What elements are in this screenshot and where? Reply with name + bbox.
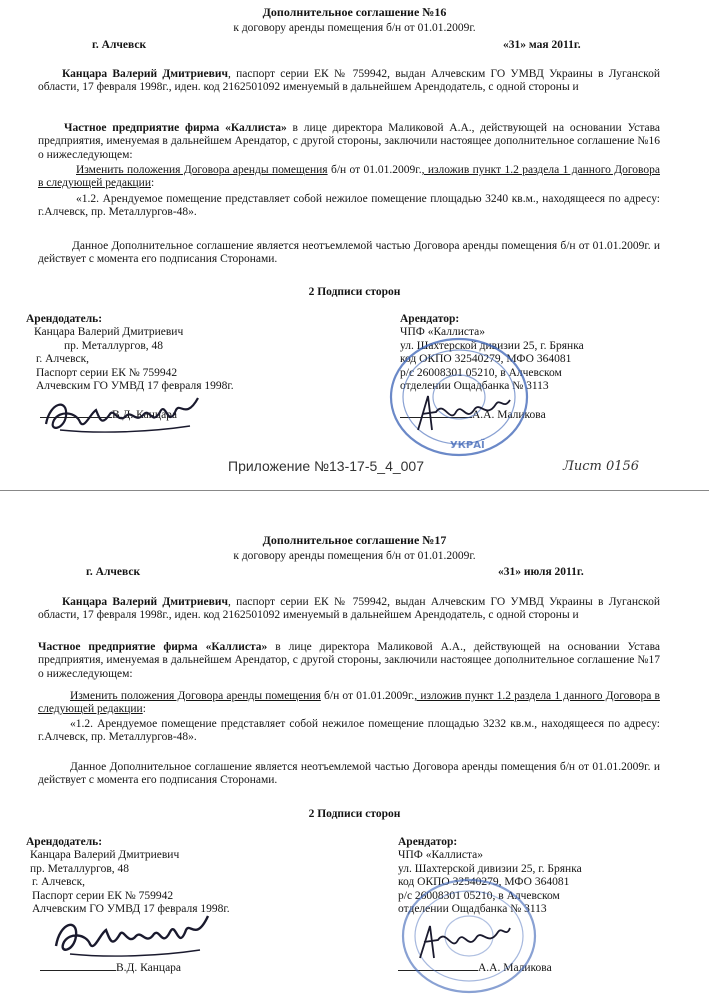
tenant-line: ЧПФ «Каллиста» [398, 849, 483, 862]
tenant-details: в лице директора Маликовой А.А., действующей на основании Устава предприятия, именуемая в дальнейшем Арендатор, с другой стороны, заключили настоящее дополнительное соглашение №16 о нижеследующем: [38, 122, 660, 161]
agreement-city: г. Алчевск [86, 566, 141, 578]
lessor-details: , паспорт серии ЕК № 759942, выдан Алчевским ГО УМВД Украины в Луганской области, 17 февраля 1998г., иден. код 2162501092 именуемый в дальнейшем Арендодатель, с одной стороны и [38, 596, 660, 622]
lessor-line: г. Алчевск, [32, 876, 86, 889]
lessor-line: Алчевским ГО УМВД 17 февраля 1998г. [36, 380, 234, 393]
handwritten-sheet-note: Лист 0156 [563, 459, 640, 474]
tenant-signature-icon [412, 920, 512, 964]
lessor-line: пр. Металлургов, 48 [64, 339, 164, 352]
parties-lessor-paragraph [38, 68, 660, 95]
lessor-sign-name: В.Д. Канцара [116, 962, 182, 975]
lessor-sign-line [26, 960, 230, 975]
lessor-line: Канцара Валерий Дмитриевич [30, 849, 180, 862]
lessor-heading: Арендодатель: [26, 836, 103, 848]
lessor-line: г. Алчевск, [36, 353, 90, 366]
tenant-details: в лице директора Маликовой А.А., действующей на основании Устава предприятия, именуемая в дальнейшем Арендатор, с другой стороны, заключили настоящее дополнительное соглашение №17 о нижеследующем: [38, 641, 660, 680]
tenant-signature-icon [410, 390, 520, 436]
integral-part-paragraph [38, 761, 660, 788]
integral-part-text: Данное Дополнительное соглашение является неотъемлемой частью Договора аренды помещения б/н от 01.01.2009г. и действует с момента его подписания Сторонами. [38, 240, 660, 266]
integral-part-paragraph [38, 240, 660, 267]
tenant-line: ул. Шахтерской дивизии 25, г. Брянка [400, 339, 584, 352]
tenant-name: Частное предприятие фирма «Каллиста» [64, 122, 287, 134]
tenant-sign-name: А.А. Маликова [478, 962, 552, 975]
tenant-line: отделении Ощадбанка № 3113 [400, 380, 549, 393]
agreement-date: «31» июля 2011г. [498, 566, 584, 578]
clause-change-end: : [151, 177, 155, 190]
agreement-subtitle: к договору аренды помещения б/н от 01.01.2009г. [233, 22, 476, 34]
lessor-details: , паспорт серии ЕК № 759942, выдан Алчевским ГО УМВД Украины в Луганской области, 17 февраля 1998г., иден. код 2162501092 именуемый в дальнейшем Арендодатель, с одной стороны и [38, 68, 660, 94]
clause-change-underlined-2: , изложив пункт 1.2 раздела 1 данного Договора в следующей редакции [38, 690, 660, 716]
tenant-line: код ОКПО 32540279, МФО 364081 [398, 876, 570, 889]
tenant-line: ул. Шахтерской дивизии 25, г. Брянка [398, 862, 582, 875]
clause-change-underlined-2: , изложив пункт 1.2 раздела 1 данного Договора в следующей редакции [38, 164, 660, 190]
agreement-title: Дополнительное соглашение №16 [262, 5, 447, 19]
lessor-sign-name: В.Д. Канцара [112, 409, 178, 422]
clause-change-ref: б/н от 01.01.2009г. [327, 164, 422, 176]
lessor-line: Алчевским ГО УМВД 17 февраля 1998г. [32, 903, 230, 916]
tenant-line: р/с 26008301 05210, в Алчевском [400, 366, 562, 379]
agreement-date: «31» мая 2011г. [503, 39, 581, 51]
agreement-subtitle: к договору аренды помещения б/н от 01.01.2009г. [233, 550, 476, 562]
signatures-section-title: 2 Подписи сторон [308, 286, 401, 298]
integral-part-text: Данное Дополнительное соглашение является неотъемлемой частью Договора аренды помещения б/н от 01.01.2009г. и действует с момента его подписания Сторонами. [38, 761, 660, 787]
lessor-signature-icon [48, 910, 218, 960]
tenant-line: отделении Ощадбанка № 3113 [398, 903, 547, 916]
clause-change-end: : [142, 703, 146, 716]
clause-change-paragraph [38, 690, 660, 717]
clause-1-2-paragraph [38, 718, 660, 745]
tenant-line: код ОКПО 32540279, МФО 364081 [400, 353, 572, 366]
parties-tenant-paragraph [38, 122, 660, 162]
clause-change-paragraph [38, 164, 660, 191]
agreement-city: г. Алчевск [92, 39, 147, 51]
page-divider [0, 490, 709, 491]
clause-1-2-text: «1.2. Арендуемое помещение представляет собой нежилое помещение площадью 3232 кв.м., находящееся по адресу: г.Алчевск, пр. Металлургов-48». [38, 718, 660, 744]
tenant-line: ЧПФ «Каллиста» [400, 326, 485, 339]
tenant-heading: Арендатор: [398, 836, 458, 848]
svg-text:УКРАЇ: УКРАЇ [450, 440, 485, 451]
tenant-heading: Арендатор: [400, 313, 460, 325]
clause-change-underlined: Изменить положения Договора аренды помещения [76, 164, 328, 176]
lessor-line: пр. Металлургов, 48 [30, 862, 130, 875]
lessor-name: Канцара Валерий Дмитриевич [62, 68, 228, 80]
tenant-line: р/с 26008301 05210, в Алчевском [398, 889, 560, 902]
signatures-section-title: 2 Подписи сторон [308, 808, 401, 820]
lessor-line: Паспорт серии ЕК № 759942 [36, 366, 178, 379]
clause-change-ref: б/н от 01.01.2009г. [320, 690, 415, 702]
lessor-line: Канцара Валерий Дмитриевич [34, 326, 184, 339]
lessor-signature-icon [40, 390, 210, 438]
lessor-name: Канцара Валерий Дмитриевич [62, 596, 228, 608]
lessor-line: Паспорт серии ЕК № 759942 [32, 889, 174, 902]
lessor-heading: Арендодатель: [26, 313, 103, 325]
appendix-number: Приложение №13-17-5_4_007 [228, 458, 424, 474]
clause-change-underlined: Изменить положения Договора аренды помещения [70, 690, 321, 702]
clause-1-2-paragraph [38, 193, 660, 220]
parties-lessor-paragraph [38, 596, 660, 623]
parties-tenant-paragraph [38, 641, 660, 681]
clause-1-2-text: «1.2. Арендуемое помещение представляет собой нежилое помещение площадью 3240 кв.м., находящееся по адресу: г.Алчевск, пр. Металлургов-48». [38, 193, 660, 219]
tenant-name: Частное предприятие фирма «Каллиста» [38, 641, 268, 653]
tenant-sign-name: А.А. Маликова [472, 409, 546, 422]
agreement-title: Дополнительное соглашение №17 [262, 533, 447, 547]
